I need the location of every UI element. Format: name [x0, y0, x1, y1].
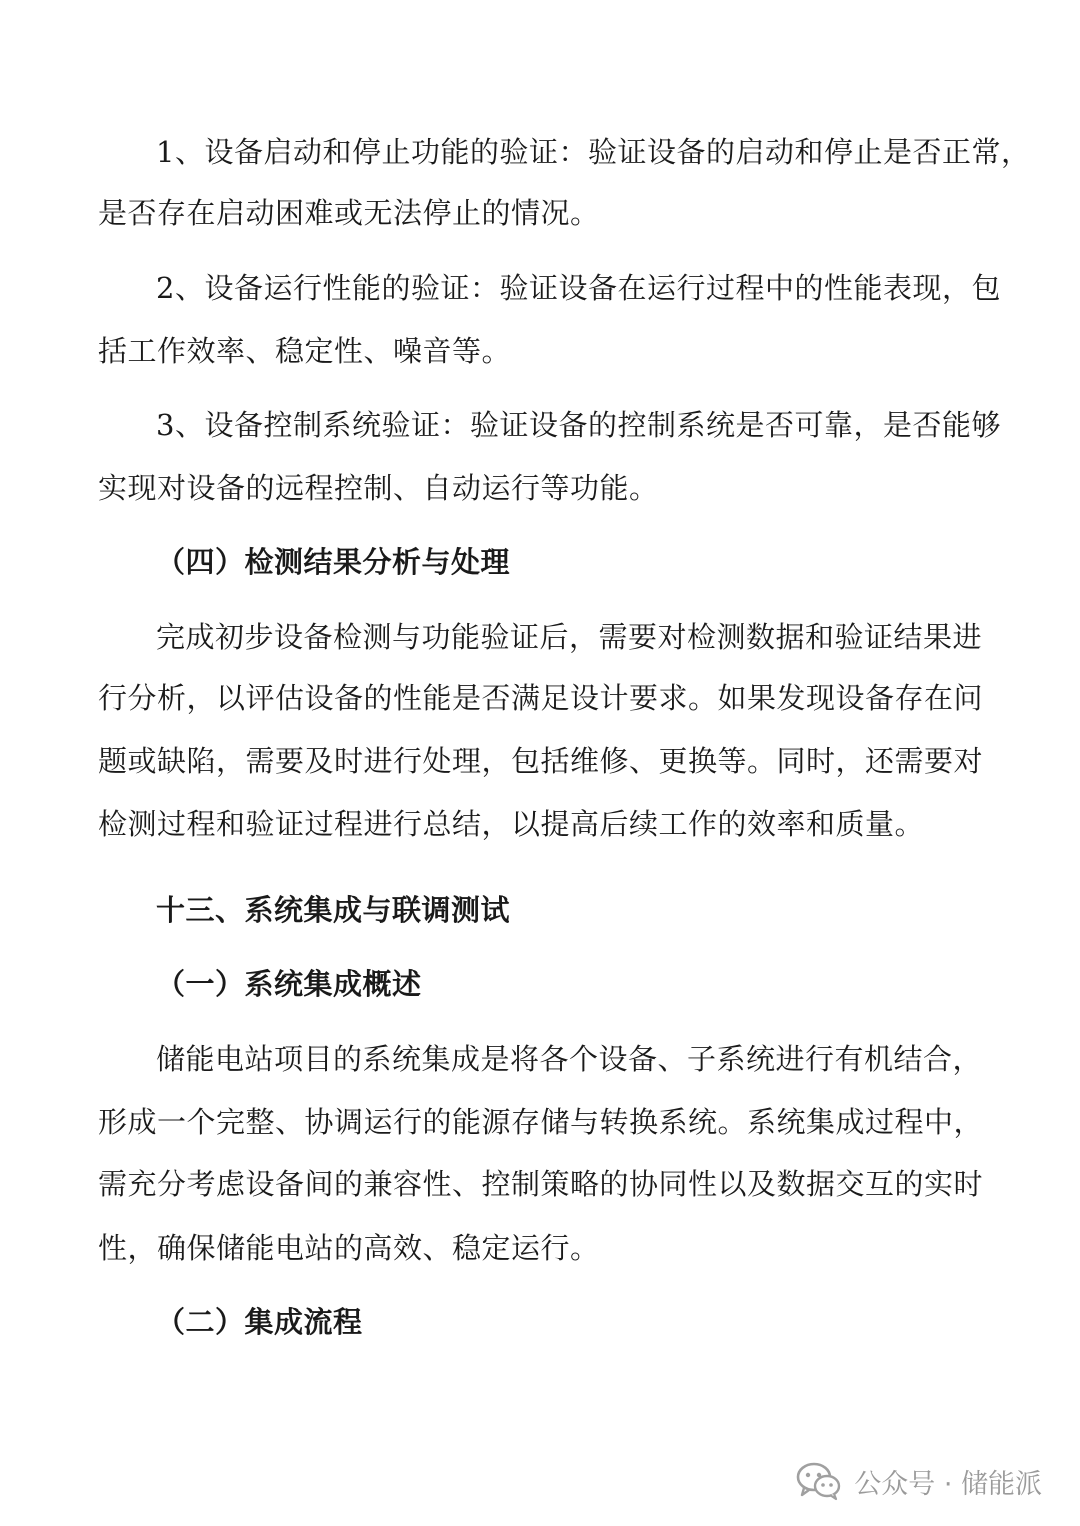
paragraph-line: 行分析，以评估设备的性能是否满足设计要求。如果发现设备存在问: [98, 681, 984, 715]
watermark: [796, 1456, 1042, 1506]
section-heading: （四）检测结果分析与处理: [156, 545, 511, 579]
paragraph-line: 需充分考虑设备间的兼容性、控制策略的协同性以及数据交互的实时: [98, 1167, 984, 1201]
paragraph-line: 形成一个完整、协调运行的能源存储与转换系统。系统集成过程中，: [98, 1105, 984, 1139]
watermark-text: 公众号 · 储能派: [854, 1468, 1042, 1500]
paragraph-line: 3、设备控制系统验证：验证设备的控制系统是否可靠，是否能够: [156, 408, 1001, 442]
paragraph-line: 储能电站项目的系统集成是将各个设备、子系统进行有机结合，: [156, 1042, 983, 1076]
paragraph-line: 性，确保储能电站的高效、稳定运行。: [98, 1231, 600, 1265]
section-heading: （二）集成流程: [156, 1305, 363, 1339]
paragraph-line: 完成初步设备检测与功能验证后，需要对检测数据和验证结果进: [156, 620, 983, 654]
chapter-heading: 十三、系统集成与联调测试: [156, 893, 511, 927]
paragraph-line: 实现对设备的远程控制、自动运行等功能。: [98, 471, 659, 505]
paragraph-line: 1、设备启动和停止功能的验证：验证设备的启动和停止是否正常，: [156, 135, 1031, 169]
paragraph-line: 括工作效率、稳定性、噪音等。: [98, 334, 512, 368]
section-heading: （一）系统集成概述: [156, 967, 422, 1001]
paragraph-line: 2、设备运行性能的验证：验证设备在运行过程中的性能表现，包: [156, 271, 1001, 305]
paragraph-line: 检测过程和验证过程进行总结，以提高后续工作的效率和质量。: [98, 807, 925, 841]
paragraph-line: 题或缺陷，需要及时进行处理，包括维修、更换等。同时，还需要对: [98, 744, 984, 778]
wechat-icon: [796, 1461, 842, 1501]
paragraph-line: 是否存在启动困难或无法停止的情况。: [98, 196, 600, 230]
